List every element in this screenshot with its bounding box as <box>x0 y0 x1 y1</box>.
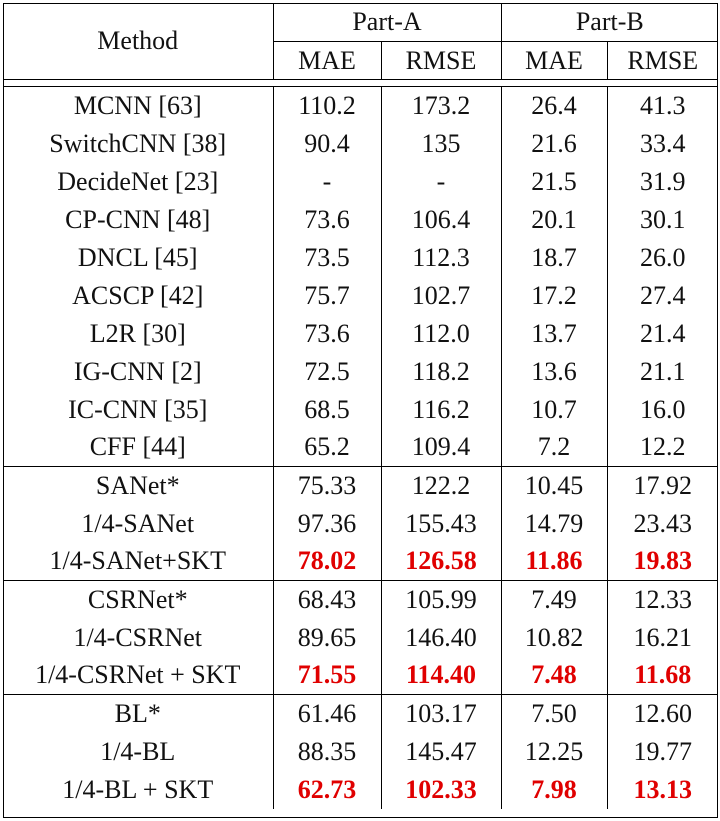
part-b-rmse-cell: 17.92 <box>633 470 693 500</box>
part-b-mae-cell: 26.4 <box>501 87 607 125</box>
part-b-header: Part-B <box>501 3 718 42</box>
part-b-mae-cell: 7.2 <box>501 429 607 467</box>
part-a-mae-cell: 71.55 <box>273 657 381 695</box>
table-row <box>3 239 718 277</box>
part-b-rmse-cell: 27.4 <box>640 280 686 310</box>
part-b-mae-cell: 7.48 <box>501 657 607 695</box>
part-a-mae-cell: 78.02 <box>273 543 381 581</box>
table-row <box>3 771 718 809</box>
part-b-rmse-cell: 33.4 <box>640 128 686 158</box>
part-b-rmse-cell: 12.2 <box>640 432 686 462</box>
part-b-mae-cell: 13.6 <box>501 353 607 391</box>
part-b-rmse-cell: 16.21 <box>633 622 693 652</box>
method-cell: MCNN [63] <box>3 87 273 125</box>
part-a-mae-cell: 110.2 <box>273 87 381 125</box>
part-b-mae-cell: 7.50 <box>501 695 607 733</box>
part-a-mae-cell: 68.5 <box>273 391 381 429</box>
part-a-mae-cell: 68.43 <box>273 581 381 619</box>
table-row <box>3 315 718 353</box>
part-a-rmse-cell: 109.4 <box>381 429 501 467</box>
part-b-rmse-cell: 13.13 <box>633 774 693 804</box>
table-row <box>3 125 718 163</box>
part-b-rmse-cell: 30.1 <box>640 204 686 234</box>
method-header: Method <box>3 3 273 80</box>
part-b-rmse-cell: 16.0 <box>640 394 686 424</box>
part-a-rmse-cell: 145.47 <box>381 733 501 771</box>
part-b-mae-cell: 20.1 <box>501 201 607 239</box>
part-a-mae-cell: 88.35 <box>273 733 381 771</box>
part-a-rmse-cell: 126.58 <box>381 543 501 581</box>
part-b-rmse-cell: 12.60 <box>633 698 693 728</box>
part-a-rmse-cell: 146.40 <box>381 619 501 657</box>
part-b-mae-cell: 10.7 <box>501 391 607 429</box>
part-a-mae-cell: 97.36 <box>273 505 381 543</box>
part-a-mae-header: MAE <box>273 42 381 80</box>
part-b-mae-cell: 21.6 <box>501 125 607 163</box>
table-row <box>3 353 718 391</box>
table-group <box>3 695 718 809</box>
part-a-mae-cell: 72.5 <box>273 353 381 391</box>
part-b-rmse-cell: 19.77 <box>633 736 693 766</box>
table-row <box>3 619 718 657</box>
part-a-mae-cell: 90.4 <box>273 125 381 163</box>
part-a-rmse-cell: 102.33 <box>381 771 501 809</box>
part-a-rmse-cell: 102.7 <box>381 277 501 315</box>
table-row <box>3 657 718 695</box>
method-cell: IG-CNN [2] <box>3 353 273 391</box>
table-header <box>3 3 718 87</box>
method-cell: SwitchCNN [38] <box>3 125 273 163</box>
method-cell: SANet* <box>3 467 273 505</box>
part-a-mae-cell: 62.73 <box>273 771 381 809</box>
part-a-mae-cell: 65.2 <box>273 429 381 467</box>
part-b-rmse-header: RMSE <box>627 45 699 75</box>
part-b-mae-cell: 13.7 <box>501 315 607 353</box>
method-cell: DecideNet [23] <box>3 163 273 201</box>
part-b-rmse-cell: 19.83 <box>633 546 693 576</box>
part-a-rmse-cell: 173.2 <box>381 87 501 125</box>
part-a-header: Part-A <box>273 3 501 42</box>
table-row <box>3 543 718 581</box>
method-cell: 1/4-SANet <box>3 505 273 543</box>
method-cell: BL* <box>3 695 273 733</box>
method-cell: L2R [30] <box>3 315 273 353</box>
table-body <box>3 87 718 467</box>
part-b-rmse-cell: 12.33 <box>633 584 693 614</box>
part-a-rmse-cell: 112.3 <box>381 239 501 277</box>
part-a-mae-cell: 73.5 <box>273 239 381 277</box>
method-cell: 1/4-CSRNet + SKT <box>3 657 273 695</box>
table-row <box>3 87 718 125</box>
table-row <box>3 467 718 505</box>
part-a-rmse-header: RMSE <box>381 42 501 80</box>
method-cell: CSRNet* <box>3 581 273 619</box>
part-b-mae-cell: 14.79 <box>501 505 607 543</box>
part-b-rmse-cell: 21.4 <box>640 318 686 348</box>
header-double-rule <box>3 80 718 87</box>
part-a-mae-cell: 75.7 <box>273 277 381 315</box>
part-b-mae-cell: 18.7 <box>501 239 607 277</box>
table-row <box>3 695 718 733</box>
method-cell: 1/4-BL + SKT <box>3 771 273 809</box>
method-cell: CP-CNN [48] <box>3 201 273 239</box>
part-b-mae-header: MAE <box>501 42 607 80</box>
method-cell: 1/4-SANet+SKT <box>3 543 273 581</box>
part-a-rmse-cell: 118.2 <box>381 353 501 391</box>
table-row <box>3 581 718 619</box>
table-row <box>3 733 718 771</box>
part-a-rmse-cell: 155.43 <box>381 505 501 543</box>
part-a-mae-cell: - <box>273 163 381 201</box>
part-b-mae-cell: 10.82 <box>501 619 607 657</box>
part-b-rmse-cell: 23.43 <box>633 508 693 538</box>
part-b-rmse-cell: 26.0 <box>640 242 686 272</box>
table-group <box>3 467 718 581</box>
part-b-rmse-cell: 21.1 <box>640 356 686 386</box>
part-b-mae-cell: 7.98 <box>501 771 607 809</box>
part-a-mae-cell: 61.46 <box>273 695 381 733</box>
table-row <box>3 201 718 239</box>
table-group <box>3 581 718 695</box>
part-a-rmse-cell: 114.40 <box>381 657 501 695</box>
method-cell: DNCL [45] <box>3 239 273 277</box>
method-cell: IC-CNN [35] <box>3 391 273 429</box>
part-b-rmse-cell: 41.3 <box>640 90 686 120</box>
part-a-rmse-cell: 103.17 <box>381 695 501 733</box>
table-row <box>3 391 718 429</box>
part-b-rmse-cell: 11.68 <box>634 660 692 690</box>
table-row <box>3 163 718 201</box>
part-a-rmse-cell: 122.2 <box>381 467 501 505</box>
part-a-rmse-cell: - <box>381 163 501 201</box>
part-a-rmse-cell: 106.4 <box>381 201 501 239</box>
part-b-mae-cell: 7.49 <box>501 581 607 619</box>
method-cell: 1/4-CSRNet <box>3 619 273 657</box>
part-a-rmse-cell: 112.0 <box>381 315 501 353</box>
part-a-rmse-cell: 105.99 <box>381 581 501 619</box>
method-cell: 1/4-BL <box>3 733 273 771</box>
table-row <box>3 505 718 543</box>
part-b-mae-cell: 12.25 <box>501 733 607 771</box>
part-b-mae-cell: 10.45 <box>501 467 607 505</box>
method-cell: ACSCP [42] <box>3 277 273 315</box>
results-table <box>3 3 718 809</box>
table-row <box>3 429 718 467</box>
part-b-mae-cell: 11.86 <box>501 543 607 581</box>
part-a-mae-cell: 75.33 <box>273 467 381 505</box>
part-a-mae-cell: 73.6 <box>273 315 381 353</box>
part-a-mae-cell: 73.6 <box>273 201 381 239</box>
table-row <box>3 277 718 315</box>
part-b-rmse-cell: 31.9 <box>640 166 686 196</box>
part-a-rmse-cell: 116.2 <box>381 391 501 429</box>
part-a-mae-cell: 89.65 <box>273 619 381 657</box>
part-b-mae-cell: 17.2 <box>501 277 607 315</box>
part-b-mae-cell: 21.5 <box>501 163 607 201</box>
method-cell: CFF [44] <box>3 429 273 467</box>
part-a-rmse-cell: 135 <box>381 125 501 163</box>
